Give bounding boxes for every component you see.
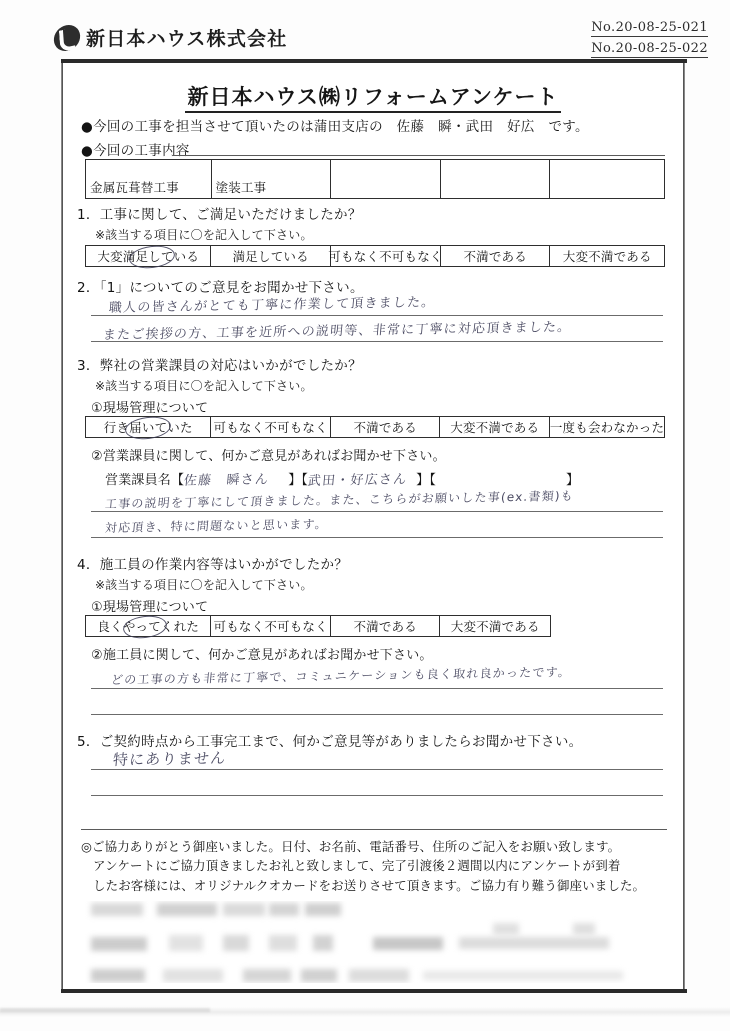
option-cell[interactable]: 満足している bbox=[211, 246, 330, 266]
footer-note bbox=[81, 837, 671, 895]
question-3-options bbox=[85, 416, 665, 438]
survey-sheet bbox=[62, 62, 684, 990]
bracket-close: 】 bbox=[288, 473, 302, 488]
answer-rule bbox=[91, 714, 663, 715]
sales-staff-name-label: 営業課員名 bbox=[105, 473, 172, 488]
bracket-open: 【 bbox=[301, 473, 309, 488]
footer-note-line-2: アンケートにご協力頂きましたお礼と致しまして、完了引渡後２週間以内にアンケートが到着 bbox=[93, 858, 621, 874]
company-swoosh-logo-icon bbox=[52, 25, 82, 51]
page-title-text: 新日本ハウス㈱リフォームアンケート bbox=[185, 85, 560, 113]
question-4-note: ※該当する項目に〇を記入して下さい。 bbox=[95, 578, 313, 592]
question-4-answer-line-1: どの工事の方も非常に丁寧で、コミュニケーションも良く取れ良かったです。 bbox=[110, 664, 572, 688]
footer-note-line-3: したお客様には、オリジナルクオカードをお送りさせて頂きます。ご協力有り難う御座いました。 bbox=[93, 877, 646, 893]
question-2-answer-line-2: またご挨拶の方、工事を近所への説明等、非常に丁寧に対応頂きました。 bbox=[102, 319, 573, 344]
scan-artifact-edge bbox=[0, 1008, 210, 1012]
question-3-answer-line-2: 対応頂き、特に問題ないと思います。 bbox=[104, 517, 329, 535]
company-name: 新日本ハウス株式会社 bbox=[86, 28, 288, 50]
option-cell[interactable]: 良くやってくれた bbox=[86, 616, 211, 636]
answer-rule bbox=[91, 537, 663, 538]
document-number-2: No.20-08-25-022 bbox=[591, 41, 708, 56]
intro-line: ●今回の工事を担当させて頂いたのは蒲田支店の 佐藤 瞬・武田 好広 です。 bbox=[81, 119, 589, 135]
sales-staff-name-row bbox=[105, 469, 579, 488]
work-content-table bbox=[85, 159, 665, 199]
question-4-options bbox=[85, 615, 551, 637]
work-content-cell: 塗装工事 bbox=[212, 160, 332, 198]
option-cell[interactable]: 大変満足している bbox=[86, 246, 211, 266]
question-3-sub-question: ②営業課員に関して、何かご意見があればお聞かせ下さい。 bbox=[91, 449, 446, 464]
option-cell[interactable]: 行き届いていた bbox=[86, 417, 211, 437]
bracket-open: 【 bbox=[429, 473, 437, 488]
work-content-label: ●今回の工事内容 bbox=[81, 143, 190, 159]
redacted-personal-info bbox=[73, 901, 673, 983]
option-cell[interactable]: 可もなく不可もなく bbox=[211, 417, 330, 437]
question-2-answer-line-1: 職人の皆さんがとても丁寧に作業して頂きました。 bbox=[108, 295, 437, 316]
work-content-cell: 金属瓦葺替工事 bbox=[86, 160, 212, 198]
answer-rule bbox=[91, 511, 663, 512]
answer-rule bbox=[91, 795, 663, 796]
footer-divider bbox=[81, 829, 667, 830]
document-numbers bbox=[591, 20, 708, 62]
question-3-answer-line-1: 工事の説明を丁寧にして頂きました。また、こちらがお願いした事(ex.書類)も bbox=[104, 488, 575, 512]
option-cell[interactable]: 一度も会わなかった bbox=[549, 420, 665, 435]
option-cell[interactable]: 不満である bbox=[331, 417, 441, 437]
work-content-cell bbox=[331, 160, 441, 198]
sales-staff-name-2: 武田・好広さん bbox=[307, 472, 409, 489]
document-number-1: No.20-08-25-021 bbox=[591, 20, 708, 35]
option-cell[interactable]: 不満である bbox=[441, 246, 551, 266]
option-cell[interactable]: 可もなく不可もなく bbox=[211, 616, 330, 636]
question-1-options bbox=[85, 245, 665, 267]
question-4-sub-label: ①現場管理について bbox=[91, 600, 209, 615]
company-logo bbox=[54, 24, 287, 51]
option-cell[interactable]: 可もなく不可もなく bbox=[331, 246, 441, 266]
answer-rule bbox=[91, 769, 663, 770]
sales-staff-name-1: 佐藤 瞬さん bbox=[183, 472, 270, 489]
option-cell[interactable]: 大変不満である bbox=[440, 417, 550, 437]
question-3-sub-label: ①現場管理について bbox=[91, 401, 209, 416]
question-5-answer-line-1: 特にありません bbox=[112, 748, 228, 770]
answer-rule bbox=[91, 688, 663, 689]
question-4-text: 4．施工員の作業内容等はいかがでしたか？ bbox=[77, 557, 349, 573]
bracket-open: 【 bbox=[171, 473, 185, 488]
sales-staff-name-3 bbox=[436, 483, 566, 485]
work-content-cell bbox=[441, 160, 551, 198]
question-5-text: 5．ご契約時点から工事完工まで、何かご意見等がありましたらお聞かせ下さい。 bbox=[77, 734, 583, 750]
question-1-note: ※該当する項目に〇を記入して下さい。 bbox=[95, 228, 313, 242]
bracket-close: 】 bbox=[566, 473, 580, 488]
footer-note-line-1: ◎ご協力ありがとう御座いました。日付、お名前、電話番号、住所のご記入をお願い致します。 bbox=[81, 839, 621, 854]
question-1-text: 1．工事に関して、ご満足いただけましたか？ bbox=[77, 207, 362, 223]
question-2-text: 2．「1」についてのご意見をお聞かせ下さい。 bbox=[77, 280, 364, 296]
question-3-note: ※該当する項目に〇を記入して下さい。 bbox=[95, 379, 313, 393]
page-masthead bbox=[0, 0, 730, 62]
option-cell[interactable]: 不満である bbox=[331, 616, 441, 636]
question-4-sub-question: ②施工員に関して、何かご意見があればお聞かせ下さい。 bbox=[91, 648, 433, 663]
option-cell[interactable]: 大変不満である bbox=[562, 249, 652, 264]
page-title bbox=[63, 81, 683, 111]
work-content-cell bbox=[550, 160, 664, 198]
work-content-underline bbox=[173, 155, 665, 156]
question-3-text: 3．弊社の営業課員の対応はいかがでしたか？ bbox=[77, 358, 362, 374]
option-cell[interactable]: 大変不満である bbox=[450, 619, 540, 634]
answer-rule bbox=[91, 315, 663, 316]
bracket-close: 】 bbox=[416, 473, 430, 488]
